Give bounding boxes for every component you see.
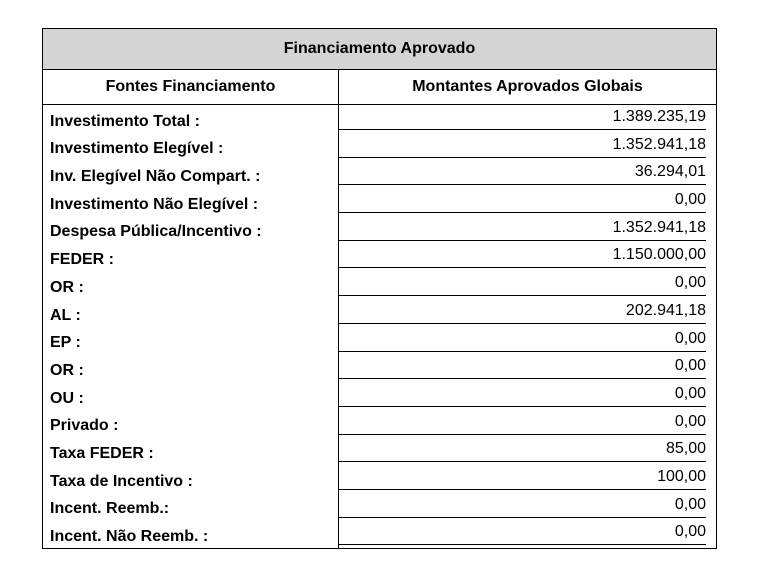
row-value-cell — [339, 493, 716, 521]
row-value: 0,00 — [339, 522, 706, 545]
row-value-cell — [339, 437, 716, 465]
row-value-cell — [339, 271, 716, 299]
table-row — [43, 160, 716, 188]
row-value: 0,00 — [339, 273, 706, 296]
row-label: OR : — [43, 271, 339, 299]
row-value-cell — [339, 243, 716, 271]
header-amounts: Montantes Aprovados Globais — [412, 78, 643, 95]
table-row — [43, 299, 716, 327]
table-header-row — [43, 70, 716, 105]
table-row — [43, 520, 716, 548]
row-value: 0,00 — [339, 495, 706, 518]
row-label: Investimento Não Elegível : — [43, 188, 339, 216]
table-row — [43, 105, 716, 133]
row-label: Taxa FEDER : — [43, 437, 339, 465]
table-row — [43, 354, 716, 382]
row-value-cell — [339, 299, 716, 327]
row-label: Privado : — [43, 410, 339, 438]
table-row — [43, 188, 716, 216]
row-value: 1.389.235,19 — [339, 107, 706, 130]
row-value: 36.294,01 — [339, 162, 706, 185]
row-label: OR : — [43, 354, 339, 382]
table-row — [43, 216, 716, 244]
row-value-cell — [339, 410, 716, 438]
row-value: 85,00 — [339, 439, 706, 462]
row-value: 0,00 — [339, 356, 706, 379]
row-value: 0,00 — [339, 412, 706, 435]
table-row — [43, 271, 716, 299]
header-sources: Fontes Financiamento — [43, 70, 339, 104]
table-title: Financiamento Aprovado — [43, 29, 716, 70]
row-value: 0,00 — [339, 329, 706, 352]
row-label: Inv. Elegível Não Compart. : — [43, 160, 339, 188]
row-value-cell — [339, 520, 716, 548]
row-label: AL : — [43, 299, 339, 327]
table-row — [43, 382, 716, 410]
table-body — [43, 105, 716, 548]
row-value: 1.150.000,00 — [339, 245, 706, 268]
table-row — [43, 437, 716, 465]
row-label: OU : — [43, 382, 339, 410]
row-value-cell — [339, 133, 716, 161]
row-label: FEDER : — [43, 243, 339, 271]
table-row — [43, 133, 716, 161]
row-value-cell — [339, 216, 716, 244]
row-value: 0,00 — [339, 384, 706, 407]
row-value: 1.352.941,18 — [339, 135, 706, 158]
row-value-cell — [339, 105, 716, 133]
row-label: Investimento Total : — [43, 105, 339, 133]
table-row — [43, 327, 716, 355]
row-label: Investimento Elegível : — [43, 133, 339, 161]
row-value: 100,00 — [339, 467, 706, 490]
row-value-cell — [339, 465, 716, 493]
row-label: Incent. Reemb.: — [43, 493, 339, 521]
table-row — [43, 410, 716, 438]
table-row — [43, 243, 716, 271]
row-label: Taxa de Incentivo : — [43, 465, 339, 493]
row-value-cell — [339, 382, 716, 410]
table-row — [43, 465, 716, 493]
row-value: 202.941,18 — [339, 301, 706, 324]
table-row — [43, 493, 716, 521]
row-value-cell — [339, 354, 716, 382]
row-label: Despesa Pública/Incentivo : — [43, 216, 339, 244]
row-label: Incent. Não Reemb. : — [43, 520, 339, 548]
row-value-cell — [339, 327, 716, 355]
row-label: EP : — [43, 327, 339, 355]
row-value-cell — [339, 188, 716, 216]
financing-table — [42, 28, 717, 549]
row-value: 1.352.941,18 — [339, 218, 706, 241]
row-value-cell — [339, 160, 716, 188]
row-value: 0,00 — [339, 190, 706, 213]
